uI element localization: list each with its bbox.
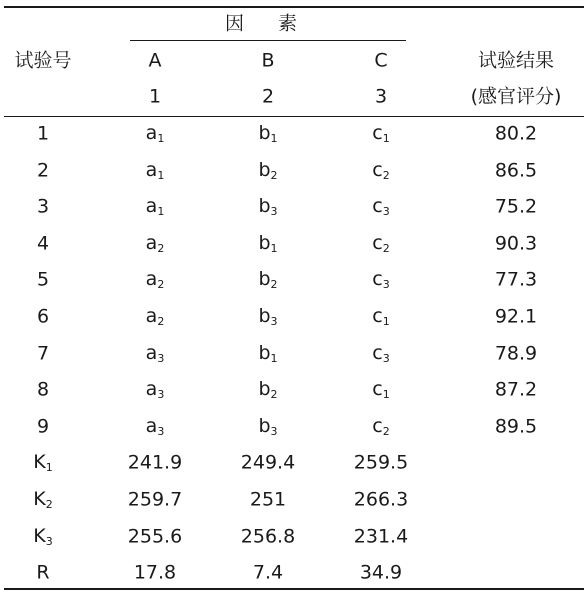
stat-factor-c-value: 34.9 xyxy=(359,561,403,584)
stat-factor-b xyxy=(240,451,296,474)
stat-factor-a-value: 241.9 xyxy=(127,451,183,474)
stat-factor-b xyxy=(252,561,284,584)
factor-c-level xyxy=(372,414,390,438)
factor-b-level xyxy=(258,231,278,255)
factor-b-level-subscript: 2 xyxy=(270,278,278,292)
factor-c-level xyxy=(372,380,389,400)
sensory-score xyxy=(495,161,537,180)
factor-c-level-value: c xyxy=(372,268,383,291)
factor-c-level-subscript: 1 xyxy=(382,388,390,402)
trial-number-value: 9 xyxy=(36,415,50,438)
header-rule xyxy=(4,116,584,117)
trial-number-header: 试验号 xyxy=(14,49,72,72)
stat-factor-b xyxy=(241,527,295,546)
stat-factor-b-value: 256.8 xyxy=(240,525,296,548)
factor-b-level xyxy=(258,414,278,438)
stat-label-subscript: 1 xyxy=(45,461,53,475)
stat-label xyxy=(33,453,52,473)
factor-c-level xyxy=(372,341,390,365)
trial-number xyxy=(37,161,49,180)
factor-a-level xyxy=(145,341,165,365)
sensory-score-value: 90.3 xyxy=(494,232,538,255)
factor-c-column-number: 3 xyxy=(374,85,388,108)
factor-c-level-value: c xyxy=(372,414,383,437)
stat-factor-a-value: 17.8 xyxy=(133,561,177,584)
stat-factor-b-value: 251 xyxy=(249,488,287,511)
sensory-score xyxy=(494,268,538,291)
factor-a-level-value: a xyxy=(145,378,158,401)
sensory-score-value: 78.9 xyxy=(494,342,538,365)
factor-a-level xyxy=(145,414,165,438)
factor-a-level xyxy=(145,231,165,255)
trial-number-value: 2 xyxy=(36,159,50,182)
factor-group-header: 因 素 xyxy=(224,12,312,35)
factor-c-level-value: c xyxy=(372,122,383,144)
factor-b-level xyxy=(258,197,277,217)
factor-a-level-subscript: 1 xyxy=(157,168,165,182)
factor-a-level-subscript: 3 xyxy=(157,388,165,402)
stat-factor-c xyxy=(354,527,408,546)
trial-number-value: 5 xyxy=(36,268,50,291)
factor-b-level-value: b xyxy=(258,305,271,327)
trial-number xyxy=(36,195,50,218)
factor-c-level xyxy=(372,158,390,182)
stat-factor-c-value: 231.4 xyxy=(353,525,409,548)
factor-c-level-value: c xyxy=(372,341,383,364)
sensory-score-value: 80.2 xyxy=(494,122,538,145)
sensory-score xyxy=(495,234,537,253)
factor-b-level xyxy=(258,270,277,290)
factor-c-level xyxy=(372,307,389,327)
stat-label-value: R xyxy=(36,561,50,584)
factor-c-level-subscript: 2 xyxy=(382,168,390,182)
factor-b-level-subscript: 3 xyxy=(270,205,278,219)
factor-c-level-subscript: 1 xyxy=(382,132,390,145)
factor-c-level-subscript: 3 xyxy=(382,278,390,292)
factor-b-level-value: b xyxy=(258,341,271,364)
factor-a-level-subscript: 3 xyxy=(157,424,165,438)
trial-number xyxy=(37,344,49,363)
factor-c-level-value: c xyxy=(372,305,383,327)
stat-label xyxy=(33,490,52,510)
factor-a-level xyxy=(146,380,165,400)
factor-a-level-value: a xyxy=(145,231,158,254)
stat-factor-a xyxy=(128,527,182,546)
factor-b-level xyxy=(258,124,277,144)
factor-a-level-subscript: 2 xyxy=(157,278,165,292)
factor-b-level-value: b xyxy=(258,414,271,437)
sensory-score xyxy=(495,344,537,363)
trial-number-value: 6 xyxy=(36,305,50,328)
factor-b-level xyxy=(258,341,278,365)
factor-b-level-value: b xyxy=(258,122,271,144)
factor-group-rule xyxy=(130,40,406,41)
factor-b-level-subscript: 1 xyxy=(270,241,278,255)
factor-c-level-subscript: 3 xyxy=(382,205,390,219)
factor-a-level-value: a xyxy=(145,195,158,218)
factor-a-level xyxy=(145,158,165,182)
result-header-subtitle: (感官评分) xyxy=(470,85,562,108)
sensory-score xyxy=(494,122,538,145)
stat-factor-a xyxy=(127,451,183,474)
factor-b-level-subscript: 1 xyxy=(270,351,278,365)
factor-c-level-subscript: 2 xyxy=(382,241,390,255)
top-rule xyxy=(4,6,584,8)
sensory-score-value: 86.5 xyxy=(494,159,538,182)
trial-number xyxy=(36,305,50,328)
sensory-score-value: 89.5 xyxy=(494,415,538,438)
factor-b-column-number: 2 xyxy=(261,85,275,108)
factor-a-level-subscript: 1 xyxy=(157,132,165,145)
stat-factor-a xyxy=(127,488,183,511)
stat-label-value: K xyxy=(33,488,46,510)
sensory-score xyxy=(495,417,537,436)
trial-number xyxy=(36,122,50,145)
sensory-score xyxy=(494,195,538,218)
factor-c-level xyxy=(372,197,389,217)
trial-number-value: 1 xyxy=(36,122,50,145)
factor-a-level xyxy=(146,307,165,327)
sensory-score-value: 75.2 xyxy=(494,195,538,218)
factor-c-level xyxy=(372,231,390,255)
stat-label-value: K xyxy=(33,524,46,547)
factor-c-level xyxy=(372,270,389,290)
factor-b-level xyxy=(258,380,277,400)
factor-a-level-value: a xyxy=(145,341,158,364)
trial-number-value: 3 xyxy=(36,195,50,218)
stat-factor-a xyxy=(133,561,177,584)
trial-number-value: 8 xyxy=(36,378,50,401)
stat-label-subscript: 2 xyxy=(45,498,53,511)
factor-b-level xyxy=(258,158,278,182)
factor-c-header: C xyxy=(374,49,388,72)
stat-factor-b-value: 249.4 xyxy=(240,451,296,474)
factor-c-level-subscript: 1 xyxy=(382,315,390,328)
factor-a-column-number: 1 xyxy=(148,85,162,108)
factor-a-level xyxy=(146,270,165,290)
factor-b-level-subscript: 2 xyxy=(270,168,278,182)
stat-factor-b xyxy=(249,488,287,511)
stat-factor-c xyxy=(353,488,409,511)
factor-a-level xyxy=(146,197,165,217)
stat-factor-c-value: 266.3 xyxy=(353,488,409,511)
factor-b-level-subscript: 3 xyxy=(270,315,278,328)
stat-factor-a-value: 255.6 xyxy=(127,525,183,548)
factor-c-level-value: c xyxy=(372,195,383,218)
factor-b-level xyxy=(258,307,277,327)
factor-b-level-value: b xyxy=(258,378,271,401)
factor-b-level-value: b xyxy=(258,231,271,254)
factor-b-level-subscript: 2 xyxy=(270,388,278,402)
factor-c-level-subscript: 3 xyxy=(382,351,390,365)
sensory-score-value: 92.1 xyxy=(494,305,538,328)
factor-a-level-value: a xyxy=(145,414,158,437)
factor-a-level-value: a xyxy=(145,122,158,144)
trial-number xyxy=(36,268,50,291)
factor-b-level-value: b xyxy=(258,158,271,181)
factor-a-level-subscript: 3 xyxy=(157,351,165,365)
stat-factor-c xyxy=(353,451,409,474)
trial-number xyxy=(37,234,49,253)
stat-label xyxy=(36,561,50,584)
sensory-score xyxy=(494,305,538,328)
factor-a-level xyxy=(146,124,165,144)
result-header: 试验结果 xyxy=(477,49,555,72)
factor-b-level-value: b xyxy=(258,268,271,291)
factor-c-level xyxy=(372,124,389,144)
factor-b-level-subscript: 1 xyxy=(270,132,278,145)
factor-a-level-subscript: 1 xyxy=(157,205,165,219)
factor-c-level-value: c xyxy=(372,231,383,254)
factor-a-level-subscript: 2 xyxy=(157,241,165,255)
factor-c-level-value: c xyxy=(372,158,383,181)
factor-c-level-value: c xyxy=(372,378,383,401)
factor-b-level-value: b xyxy=(258,195,271,218)
stat-factor-c-value: 259.5 xyxy=(353,451,409,474)
factor-a-level-subscript: 2 xyxy=(157,315,165,328)
trial-number-value: 7 xyxy=(36,342,50,365)
bottom-rule xyxy=(4,588,584,590)
factor-c-level-subscript: 2 xyxy=(382,424,390,438)
factor-b-level-subscript: 3 xyxy=(270,424,278,438)
stat-label-value: K xyxy=(33,451,46,474)
sensory-score-value: 87.2 xyxy=(494,378,538,401)
trial-number xyxy=(37,417,49,436)
stat-label xyxy=(33,524,53,548)
factor-a-header: A xyxy=(148,49,162,72)
trial-number xyxy=(36,378,50,401)
stat-label-subscript: 3 xyxy=(45,534,53,548)
sensory-score-value: 77.3 xyxy=(494,268,538,291)
factor-a-level-value: a xyxy=(145,268,158,291)
stat-factor-c xyxy=(359,561,403,584)
stat-factor-b-value: 7.4 xyxy=(252,561,284,584)
stat-factor-a-value: 259.7 xyxy=(127,488,183,511)
factor-a-level-value: a xyxy=(145,158,158,181)
factor-b-header: B xyxy=(261,49,275,72)
factor-a-level-value: a xyxy=(145,305,158,327)
sensory-score xyxy=(494,378,538,401)
trial-number-value: 4 xyxy=(36,232,50,255)
